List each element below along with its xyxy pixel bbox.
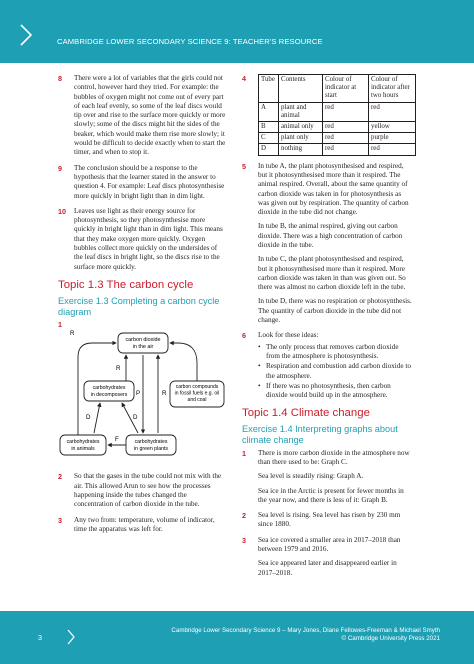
table-cell: plant only [279, 133, 323, 144]
answer-intro: Look for these ideas: [258, 331, 319, 340]
box-plants-line1: carbohydrates [134, 439, 168, 446]
box-decomposers-line2: in decomposers [90, 392, 128, 399]
column-header: Colour of indicator at start [323, 75, 369, 103]
answer-number: 8 [58, 74, 62, 83]
answer-2 [58, 472, 226, 509]
list-item: • If there was no photosynthesis, then carbon dioxide would build up in the atmosphere. [258, 382, 414, 401]
answer-number: 4 [242, 74, 246, 83]
answer-number: 2 [242, 511, 246, 521]
table-cell: animal only [279, 122, 323, 133]
table-cell: A [259, 102, 279, 121]
table-cell: purple [369, 133, 416, 144]
column-header: Tube [259, 75, 279, 103]
table-cell: red [323, 122, 369, 133]
box-air-line1: carbon dioxide [125, 337, 161, 344]
answer-number: 1 [242, 448, 246, 458]
box-animals-line1: carbohydrates [66, 439, 100, 446]
answer-text: So that the gases in the tube could not mix with the air. This allowed Arun to see how the processes happening inside the tubes changed the concentration of carbon dioxide in the tube. [74, 472, 222, 509]
answer-text: There were a lot of variables that the girls could not control, however hard they tried. For example: the bubbles of oxygen might not come out of every part of each leaf evenly, so some of the leaf discs would tip over and rise to the surface more quickly or more slowly; some of the discs might hit the sides of the beaker, which would make them rise more slowly; it would be difficult to decide exactly when to start the timer, and when to stop it. [74, 74, 226, 157]
label-d-plants: D [133, 414, 138, 422]
label-f: F [115, 436, 119, 444]
footer-credits-line2: © Cambridge University Press 2021 [341, 635, 440, 643]
answer-3-climate [242, 536, 414, 578]
table-cell: red [323, 102, 369, 121]
table-row [259, 122, 416, 133]
answer-number: 2 [58, 472, 62, 482]
column-header: Colour of indicator after two hours [369, 75, 416, 103]
box-air [118, 333, 168, 353]
box-animals [60, 435, 106, 455]
answer-paragraph: Sea ice in the Arctic is present for fewer months in the year now, and there is less of it: Graph B. [258, 486, 404, 504]
topic-heading-1-3: Topic 1.3 The carbon cycle [58, 278, 194, 291]
column-header: Contents [279, 75, 323, 103]
answer-paragraph: There is more carbon dioxide in the atmosphere now than there used to be: Graph C. [258, 448, 410, 466]
table-cell: red [323, 133, 369, 144]
chevron-right-icon [18, 23, 34, 47]
answer-10 [58, 207, 226, 272]
table-cell: red [323, 144, 369, 155]
answer-number: 10 [58, 206, 66, 216]
answer-2-climate [242, 511, 414, 530]
answer-number: 6 [242, 331, 246, 341]
label-r-plants: R [162, 390, 167, 398]
answer-text: Any two from: temperature, volume of indicator, time the apparatus was left for. [74, 515, 215, 533]
arrow-combustion-fuels-to-air [170, 343, 197, 381]
answer-paragraph: In tube B, the animal respired, giving out carbon dioxide. There was a high concentration of carbon dioxide in the tube. [258, 222, 403, 249]
box-air-line2: in the air [132, 344, 154, 351]
ideas-list [258, 343, 414, 401]
footer-credits-line1: Cambridge Lower Secondary Science 9 – Mary Jones, Diane Fellowes-Freeman & Michael Smyth [171, 627, 440, 634]
table-cell: nothing [279, 144, 323, 155]
table-cell: yellow [369, 122, 416, 133]
answer-text: Leaves use light as their energy source for photosynthesis, so they photosynthesise more quickly in bright light than in dim light. This means that they make oxygen more quickly. Oxygen bubbles collect more quickly on the undersides of the leaf discs in bright light, so the discs rise to the surface more quickly. [74, 206, 223, 271]
carbon-cycle-diagram [58, 323, 226, 463]
answer-paragraph: Sea level is steadily rising: Graph A. [258, 472, 364, 481]
table-cell: red [369, 102, 416, 121]
topic-heading-1-4: Topic 1.4 Climate change [242, 407, 370, 420]
answer-number: 9 [58, 163, 62, 173]
box-fuels-line3: and coal [187, 397, 207, 404]
list-item: • Respiration and combustion add carbon dioxide to the atmosphere. [258, 362, 414, 381]
answer-paragraph: In tube C, the plant photosynthesised and respired, but it photosynthesised more than it respired. More carbon dioxide was taken in than was given out. So there was almost no carbon dioxide left in the tube. [258, 255, 406, 292]
answer-8 [58, 74, 226, 158]
box-fuels [170, 381, 224, 407]
answer-5 [242, 162, 414, 326]
answer-4 [242, 74, 414, 156]
answer-text: The conclusion should be a response to the hypothesis that the learner stated in the answer to question 4. For example: Leaf discs photosynthesise more quickly in bright light than in dim light. [74, 163, 225, 200]
right-column [242, 74, 414, 584]
label-r-outer: R [70, 330, 75, 338]
table-row [259, 144, 416, 155]
answer-number: 3 [58, 515, 62, 525]
page-number: 3 [38, 633, 42, 642]
box-decomposers [84, 381, 134, 401]
table-cell: B [259, 122, 279, 133]
table-cell: C [259, 133, 279, 144]
answer-number: 3 [242, 535, 246, 545]
answer-text: Sea level is rising. Sea level has risen by 230 mm since 1880. [258, 511, 401, 529]
answer-paragraph: In tube A, the plant photosynthesised and respired, but it photosynthesised more than it respired. The animal respired. Overall, about the same quantity of carbon dioxide was taken in for photosynthesis as was given out by respiration. The quantity of carbon dioxide in the tube did not change. [258, 161, 409, 217]
answer-paragraph: Sea ice covered a smaller area in 2017–2018 than between 1979 and 2016. [258, 535, 401, 554]
table-cell: red [369, 144, 416, 155]
table-row [259, 102, 416, 121]
exercise-heading-1-4: Exercise 1.4 Interpreting graphs about climate change [242, 424, 398, 446]
answer-3 [58, 516, 226, 535]
left-column [58, 74, 226, 540]
box-plants [126, 435, 176, 455]
answer-9 [58, 164, 226, 201]
arrow-d-animals-to-decomposers [94, 403, 100, 433]
box-decomposers-line1: carbohydrates [92, 385, 126, 392]
answer-paragraph: In tube D, there was no respiration or photosynthesis. The quantity of carbon dioxide in the tube did not change. [258, 297, 412, 325]
header-title: CAMBRIDGE LOWER SECONDARY SCIENCE 9: TEACHER'S RESOURCE [57, 37, 323, 46]
box-fuels-line2: in fossil fuels e.g. oil [174, 390, 220, 397]
label-d-animals: D [86, 414, 91, 422]
chevron-right-icon [66, 628, 76, 646]
answer-number: 5 [242, 161, 246, 171]
table-header-row [259, 75, 416, 103]
label-r-decomposers: R [116, 365, 121, 373]
answer-1-climate [242, 449, 414, 505]
footer-band [0, 611, 474, 619]
answer-paragraph: Sea ice appeared later and disappeared earlier in 2017–2018. [258, 559, 397, 577]
footer-credits [171, 627, 440, 644]
table-row [259, 133, 416, 144]
answer-1-diagram [58, 320, 226, 472]
page-header [0, 0, 474, 63]
table-cell: D [259, 144, 279, 155]
answer-number: 1 [58, 320, 62, 330]
box-animals-line2: in animals [71, 446, 95, 453]
box-fuels-line1: carbon compounds [175, 384, 219, 391]
table-cell: plant and animal [279, 102, 323, 121]
exercise-heading-1-3: Exercise 1.3 Completing a carbon cycle diagram [58, 295, 220, 317]
indicator-table [258, 74, 416, 156]
label-p: P [136, 390, 141, 398]
list-item: • The only process that removes carbon dioxide from the atmosphere is photosynthesis. [258, 343, 414, 362]
answer-6 [242, 331, 414, 400]
box-plants-line2: in green plants [133, 446, 169, 453]
